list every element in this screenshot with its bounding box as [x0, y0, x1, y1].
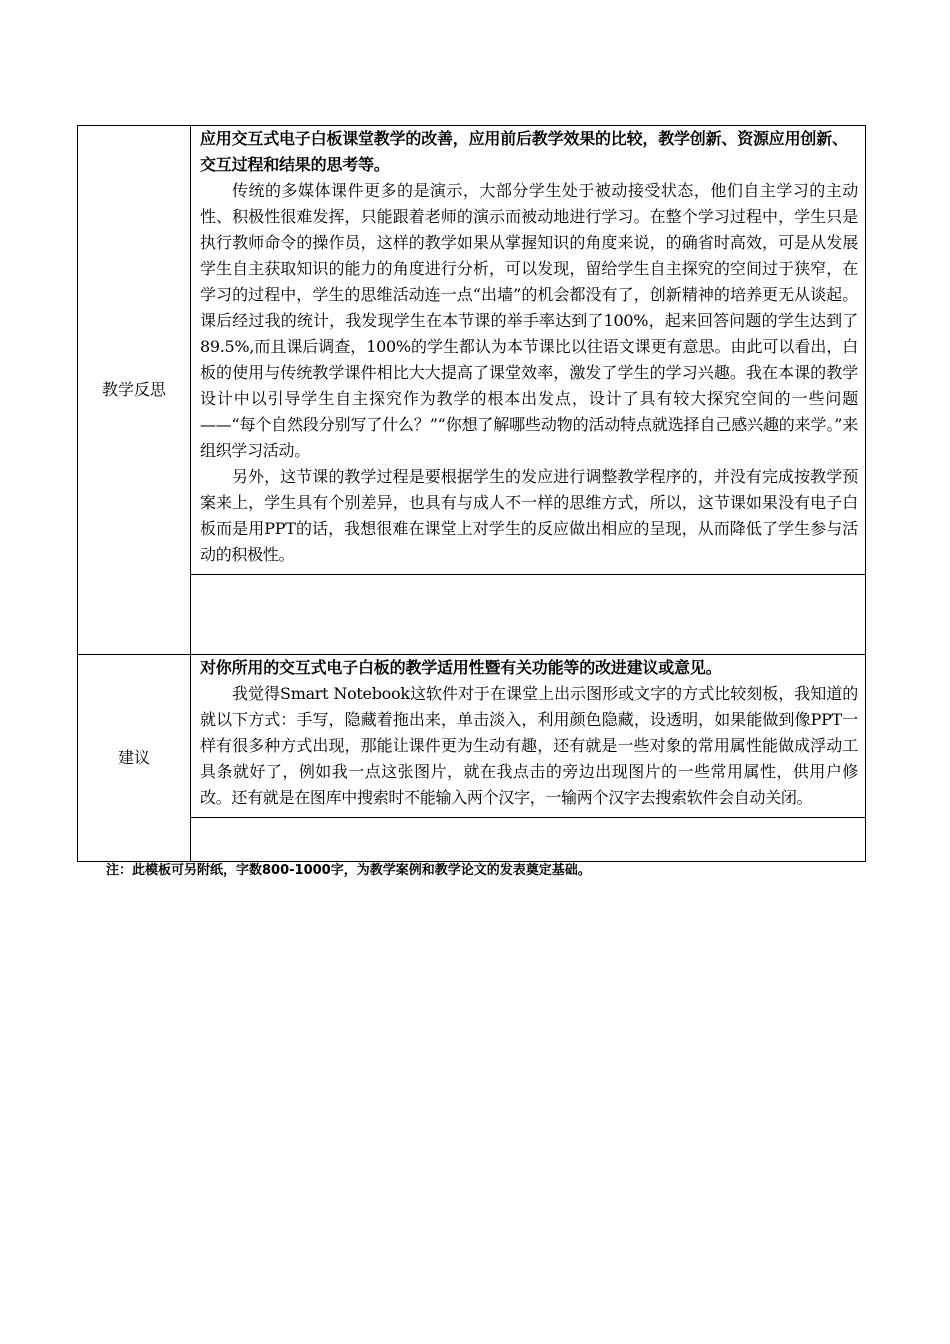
content-box-reflection	[190, 125, 866, 575]
paragraph-reflection-1: 传统的多媒体课件更多的是演示，大部分学生处于被动接受状态，他们自主学习的主动性、积极性很难发挥，只能跟着老师的演示而被动地进行学习。在整个学习过程中，学生只是执行教师命令的操作员，这样的教学如果从掌握知识的角度来说，的确省时高效，可是从发展学生自主获取知识的能力的角度进行分析，可以发现，留给学生自主探究的空间过于狭窄，在学习的过程中，学生的思维活动连一点“出墙”的机会都没有了，创新精神的培养更无从谈起。课后经过我的统计，我发现学生在本节课的举手率达到了100%，起来回答问题的学生达到了89.5%,而且课后调查，100%的学生都认为本节课比以往语文课更有意思。由此可以看出，白板的使用与传统教学课件相比大大提高了课堂效率，激发了学生的学习兴趣。我在本课的教学设计中以引导学生自主探究作为教学的根本出发点，设计了具有较大探究空间的一些问题——“每个自然段分别写了什么？”“你想了解哪些动物的活动特点就选择自己感兴趣的来学。”来组织学习活动。	[200, 181, 858, 460]
footnote: 注：此模板可另附纸，字数800-1000字，为教学案例和教学论文的发表奠定基础。	[106, 863, 591, 878]
section-heading-suggestion: 对你所用的交互式电子白板的教学适用性暨有关功能等的改进建议或意见。	[200, 658, 722, 677]
table-row-suggestion	[78, 655, 866, 862]
content-box-suggestion	[190, 654, 866, 818]
table-row-reflection	[78, 126, 866, 655]
paragraph-suggestion-1: 我觉得Smart Notebook这软件对于在课堂上出示图形或文字的方式比较刻板，我知道的就以下方式：手写，隐藏着拖出来，单击淡入，利用颜色隐藏，设透明，如果能做到像PPT一样有很多种方式出现，那能让课件更为生动有趣，还有就是一些对象的常用属性能做成浮动工具条就好了，例如我一点这张图片，就在我点击的旁边出现图片的一些常用属性，供用户修改。还有就是在图库中搜索时不能输入两个汉字，一输两个汉字去搜索软件会自动关闭。	[200, 684, 858, 807]
row-label-reflection: 教学反思	[78, 126, 191, 655]
reflection-form-table	[77, 125, 866, 862]
row-label-suggestion: 建议	[78, 655, 191, 862]
section-heading-reflection: 应用交互式电子白板课堂教学的改善，应用前后教学效果的比较，教学创新、资源应用创新、交互过程和结果的思考等。	[200, 129, 848, 174]
paragraph-reflection-2: 另外，这节课的教学过程是要根据学生的发应进行调整教学程序的，并没有完成按教学预案来上，学生具有个别差异，也具有与成人不一样的思维方式，所以，这节课如果没有电子白板而是用PPT的话，我想很难在课堂上对学生的反应做出相应的呈现，从而降低了学生参与活动的积极性。	[200, 467, 858, 564]
content-cell-reflection	[191, 126, 866, 655]
content-cell-suggestion	[191, 655, 866, 862]
